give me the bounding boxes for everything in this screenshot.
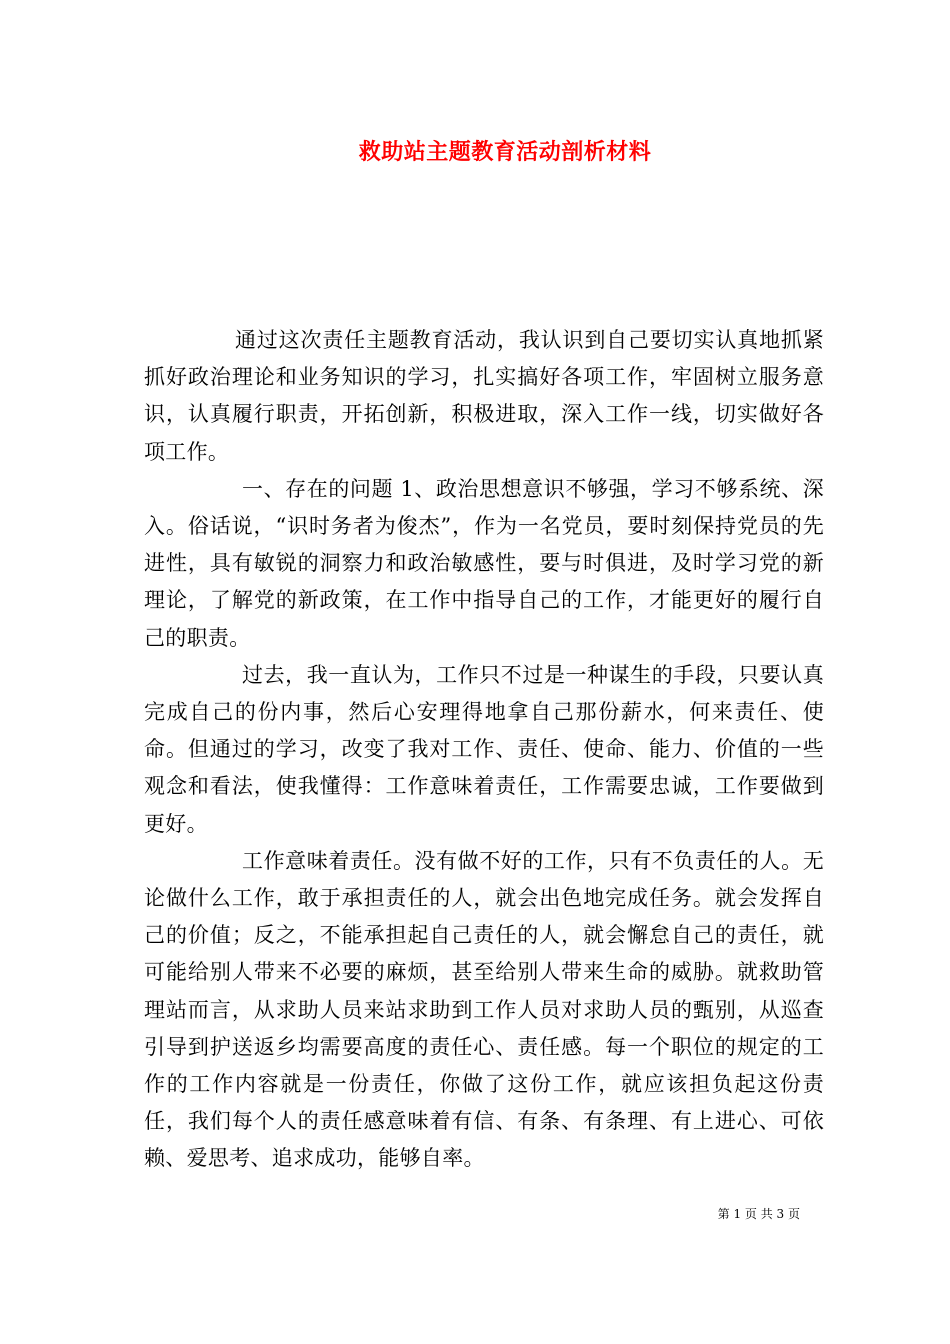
paragraph-past-view: 过去，我一直认为，工作只不过是一种谋生的手段，只要认真完成自己的份内事，然后心安理得地拿自己那份薪水，何来责任、使命。但通过的学习，改变了我对工作、责任、使命、能力、价值的一些观念和看法，使我懂得：工作意味着责任，工作需要忠诚，工作要做到更好。 bbox=[144, 662, 824, 836]
document-title: 救助站主题教育活动剖析材料 bbox=[358, 139, 652, 165]
page-number: 第 1 页 共 3 页 bbox=[717, 1207, 800, 1221]
document-body bbox=[144, 322, 824, 1178]
paragraph-problems: 一、存在的问题 1、政治思想意识不够强，学习不够系统、深入。俗话说，“识时务者为俊杰”，作为一名党员，要时刻保持党员的先进性，具有敏锐的洞察力和政治敏感性，要与时俱进，及时学习党的新理论，了解党的新政策，在工作中指导自己的工作，才能更好的履行自己的职责。 bbox=[144, 476, 824, 650]
paragraph-intro: 通过这次责任主题教育活动，我认识到自己要切实认真地抓紧抓好政治理论和业务知识的学习，扎实搞好各项工作，牢固树立服务意识，认真履行职责，开拓创新，积极进取，深入工作一线，切实做好各项工作。 bbox=[144, 328, 824, 464]
paragraph-responsibility: 工作意味着责任。没有做不好的工作，只有不负责任的人。无论做什么工作，敢于承担责任的人，就会出色地完成任务。就会发挥自己的价值；反之，不能承担起自己责任的人，就会懈怠自己的责任，就可能给别人带来不必要的麻烦，甚至给别人带来生命的威胁。就救助管理站而言，从求助人员来站求助到工作人员对求助人员的甄别，从巡查引导到护送返乡均需要高度的责任心、责任感。每一个职位的规定的工作的工作内容就是一份责任，你做了这份工作，就应该担负起这份责任，我们每个人的责任感意味着有信、有条、有条理、有上进心、可依赖、爱思考、追求成功，能够自率。 bbox=[144, 848, 824, 1171]
